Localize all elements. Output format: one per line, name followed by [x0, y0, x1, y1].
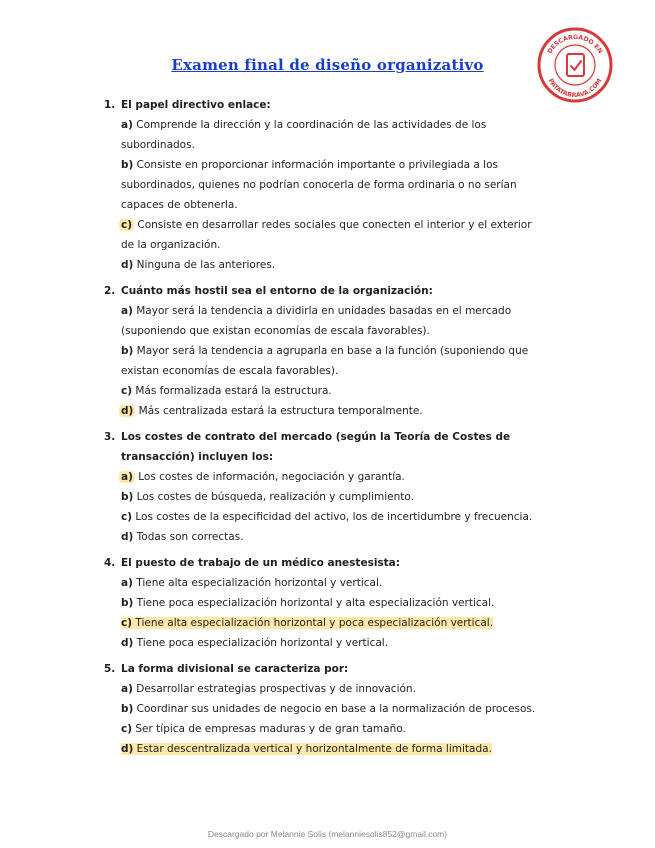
download-footer: Descargado por Melannie Solis (melanniesolis852@gmail.com) — [207, 829, 448, 839]
question-4 — [104, 553, 574, 653]
question-3 — [104, 427, 574, 547]
option-5b: b) Coordinar sus unidades de negocio en base a la normalización de procesos. — [121, 703, 536, 715]
question-text: El puesto de trabajo de un médico anestesista: — [121, 557, 400, 569]
question-text: La forma divisional se caracteriza por: — [121, 663, 349, 675]
option-2a: a) Mayor será la tendencia a dividirla en unidades basadas en el mercado — [121, 305, 512, 317]
option-5c: c) Ser típica de empresas maduras y de gran tamaño. — [121, 723, 406, 735]
question-number: 3. — [104, 431, 116, 443]
document-title: Examen final de diseño organizativo — [171, 56, 484, 74]
option-5d — [121, 739, 574, 759]
option-3b: b) Los costes de búsqueda, realización y cumplimiento. — [121, 491, 414, 503]
option-2a-cont: (suponiendo que existan economías de escala favorables). — [121, 325, 430, 337]
answer-highlight: c) — [121, 219, 133, 231]
option-4d: d) Tiene poca especialización horizontal y vertical. — [121, 637, 389, 649]
question-number: 2. — [104, 285, 116, 297]
option-1b-cont: subordinados, quienes no podrían conocerla de forma ordinaria o no serían — [121, 179, 517, 191]
option-4c — [121, 613, 574, 633]
option-5a: a) Desarrollar estrategias prospectivas y de innovación. — [121, 683, 416, 695]
option-2c: c) Más formalizada estará la estructura. — [121, 385, 332, 397]
question-number: 4. — [104, 557, 116, 569]
option-1c-cont: de la organización. — [121, 239, 221, 251]
question-text-cont: transacción) incluyen los: — [121, 451, 274, 463]
answer-highlight: a) — [121, 471, 133, 483]
answer-highlight: d) Estar descentralizada vertical y horizontalmente de forma limitada. — [121, 743, 492, 755]
option-2b-cont: existan economías de escala favorables). — [121, 365, 339, 377]
question-text: El papel directivo enlace: — [121, 99, 271, 111]
option-3c: c) Los costes de la especificidad del activo, los de incertidumbre y frecuencia. — [121, 511, 533, 523]
option-1b-cont: capaces de obtenerla. — [121, 199, 238, 211]
option-4a: a) Tiene alta especialización horizontal y vertical. — [121, 577, 383, 589]
option-1a: a) Comprende la dirección y la coordinación de las actividades de los — [121, 119, 487, 131]
option-1d: d) Ninguna de las anteriores. — [121, 259, 276, 271]
question-5 — [104, 659, 574, 759]
answer-highlight: d) — [121, 405, 134, 417]
stamp-bottom-text: PATATABRAVA.COM — [546, 77, 604, 100]
option-1a-cont: subordinados. — [121, 139, 195, 151]
question-text: Los costes de contrato del mercado (según la Teoría de Costes de — [121, 431, 511, 443]
exam-questions — [104, 95, 574, 759]
option-4b: b) Tiene poca especialización horizontal y alta especialización vertical. — [121, 597, 495, 609]
question-1 — [104, 95, 574, 275]
stamp-top-text: DESCARGADO EN — [546, 33, 604, 56]
option-1c: c) Consiste en desarrollar redes sociales que conecten el interior y el exterior — [121, 219, 532, 231]
option-3d: d) Todas son correctas. — [121, 531, 244, 543]
question-number: 5. — [104, 663, 116, 675]
option-3a: a) Los costes de información, negociación y garantía. — [121, 471, 405, 483]
question-number: 1. — [104, 99, 116, 111]
question-text: Cuánto más hostil sea el entorno de la organización: — [121, 285, 433, 297]
option-2b: b) Mayor será la tendencia a agruparla en base a la función (suponiendo que — [121, 345, 529, 357]
option-2d: d) Más centralizada estará la estructura temporalmente. — [121, 405, 423, 417]
patatabrava-stamp — [536, 26, 614, 104]
option-1b: b) Consiste en proporcionar información importante o privilegiada a los — [121, 159, 498, 171]
question-2 — [104, 281, 574, 421]
answer-highlight: c) Tiene alta especialización horizontal y poca especialización vertical. — [121, 617, 494, 629]
document-check-icon — [567, 54, 584, 76]
